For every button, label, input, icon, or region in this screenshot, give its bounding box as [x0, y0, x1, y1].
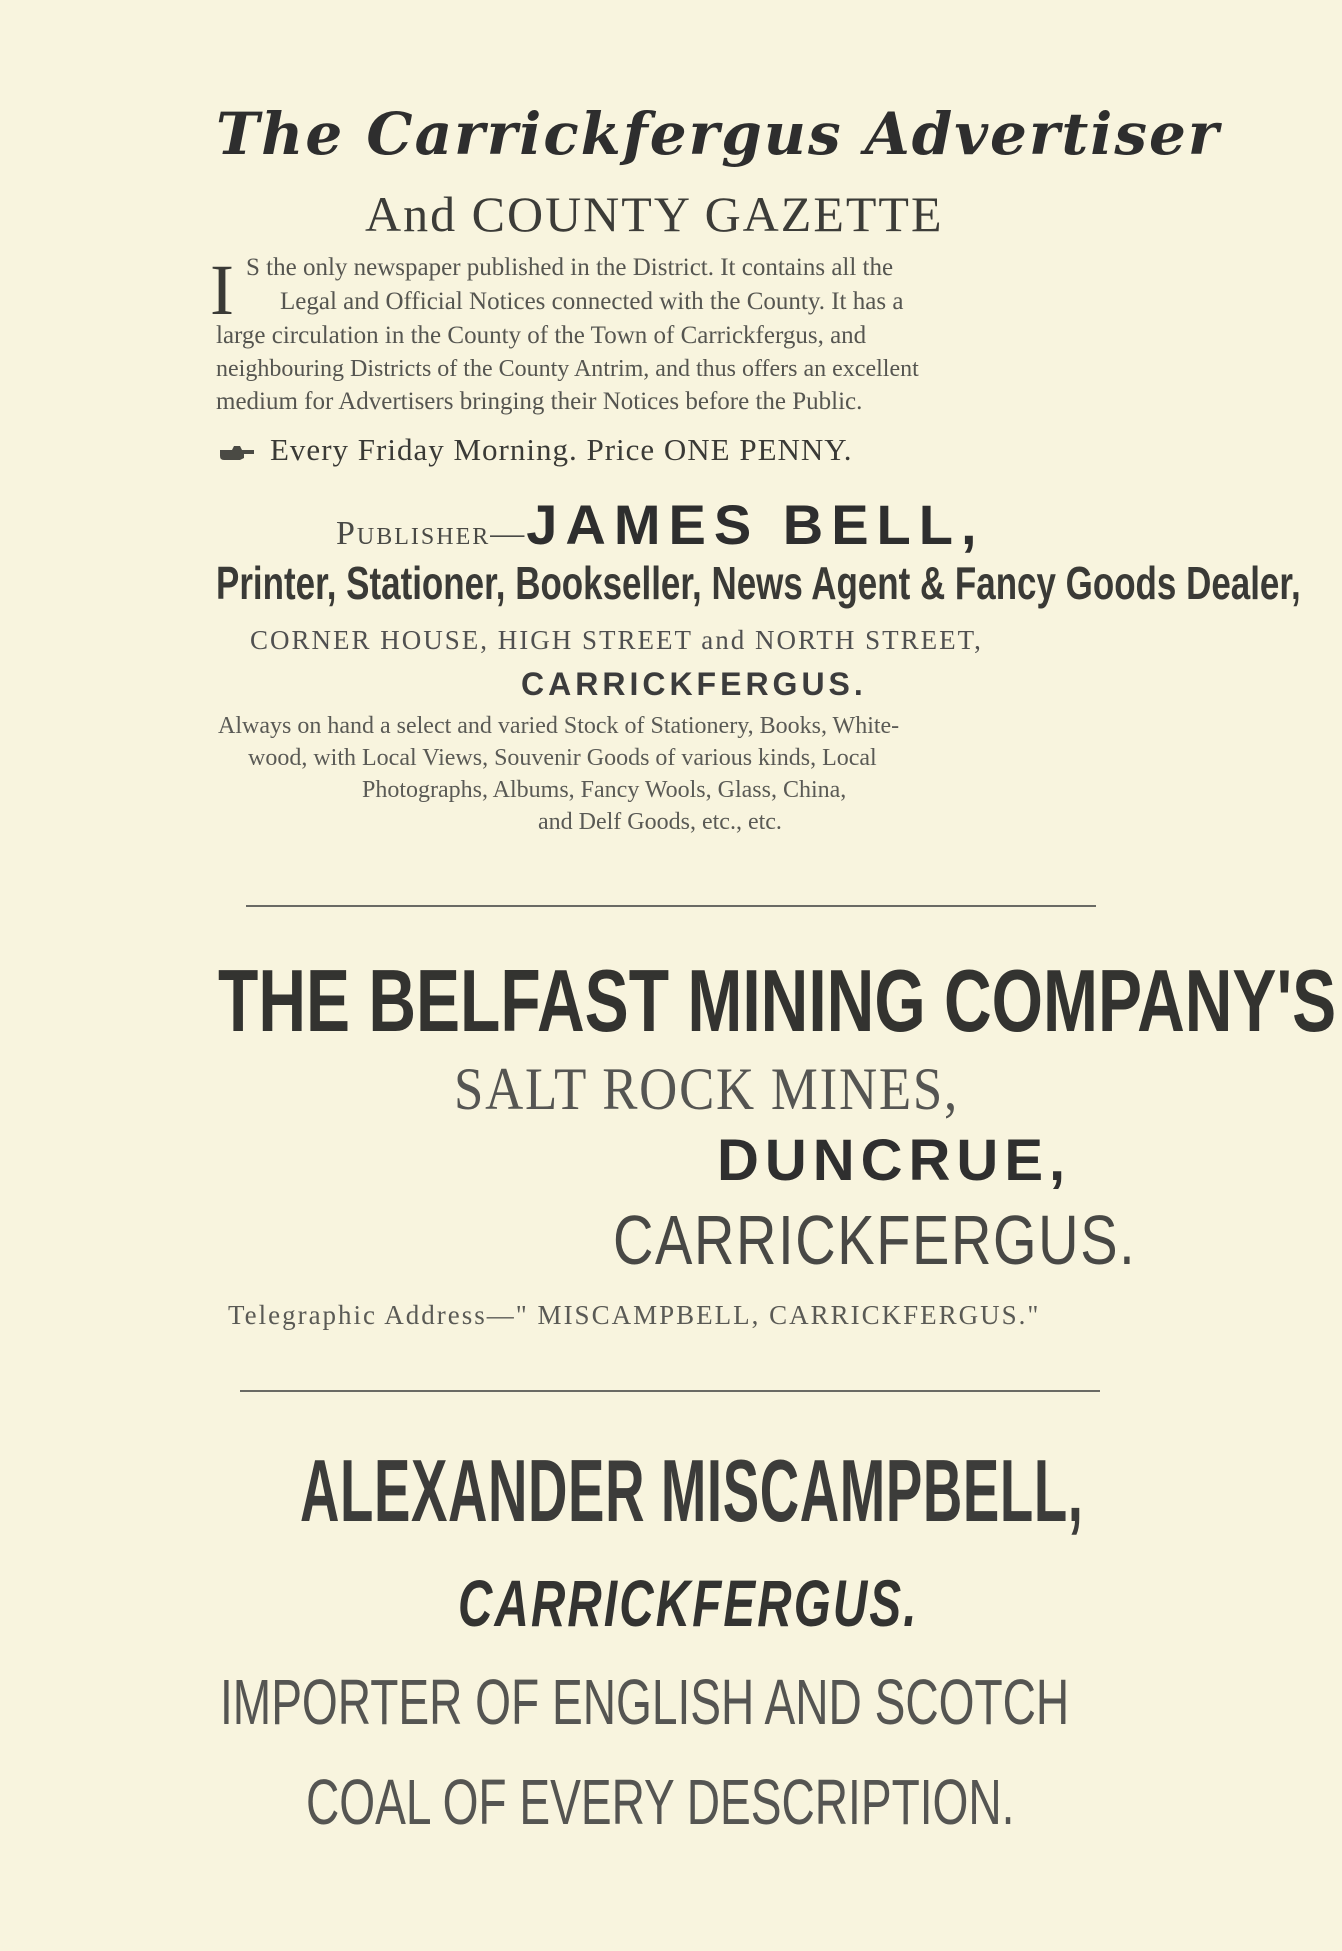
pointing-hand-icon: [218, 442, 256, 464]
stock-line: Photographs, Albums, Fancy Wools, Glass, China,: [362, 777, 847, 803]
publication-line: [218, 432, 852, 468]
stock-line: wood, with Local Views, Souvenir Goods of various kinds, Local: [248, 745, 877, 771]
stock-line: and Delf Goods, etc., etc.: [538, 809, 782, 835]
mining-line4: CARRICKFERGUS.: [613, 1201, 1137, 1279]
divider: [246, 905, 1096, 907]
mining-title: THE BELFAST MINING COMPANY'S: [218, 951, 1337, 1050]
advertiser-paragraph-line: neighbouring Districts of the County Antrim, and thus offers an excellent: [216, 356, 919, 382]
town-line: CARRICKFERGUS.: [521, 666, 867, 702]
advertiser-subtitle: And COUNTY GAZETTE: [365, 186, 944, 242]
advertiser-title: The Carrickfergus Advertiser: [216, 100, 1221, 168]
miscampbell-line2: COAL OF EVERY DESCRIPTION.: [306, 1766, 1015, 1838]
drop-cap: I: [210, 250, 234, 330]
miscampbell-town: CARRICKFERGUS.: [458, 1566, 919, 1640]
miscampbell-line1: IMPORTER OF ENGLISH AND SCOTCH: [220, 1666, 1070, 1738]
publisher-line: [336, 492, 985, 557]
address-line: CORNER HOUSE, HIGH STREET and NORTH STREET,: [250, 625, 983, 655]
advertiser-paragraph: [216, 252, 1228, 422]
telegraphic-address: Telegraphic Address—" MISCAMPBELL, CARRICKFERGUS.": [228, 1300, 1041, 1330]
miscampbell-name: ALEXANDER MISCAMPBELL,: [300, 1441, 1084, 1540]
mining-line3: DUNCRUE,: [717, 1128, 1072, 1193]
advertiser-paragraph-line: Legal and Official Notices connected with the County. It has a: [280, 288, 904, 315]
stock-line: Always on hand a select and varied Stock of Stationery, Books, White-: [218, 713, 900, 739]
advertiser-paragraph-line: S the only newspaper published in the District. It contains all the: [246, 254, 894, 281]
advertiser-paragraph-line: large circulation in the County of the Town of Carrickfergus, and: [216, 322, 867, 349]
publisher-name: JAMES BELL,: [526, 493, 985, 556]
divider: [240, 1390, 1100, 1392]
advertiser-paragraph-line: medium for Advertisers bringing their Notices before the Public.: [216, 388, 863, 415]
mining-line2: SALT ROCK MINES,: [454, 1056, 959, 1122]
publication-text: Every Friday Morning. Price ONE PENNY.: [270, 432, 853, 467]
publisher-label: Publisher—: [336, 515, 527, 552]
trade-line: Printer, Stationer, Bookseller, News Agent & Fancy Goods Dealer,: [216, 557, 1301, 609]
